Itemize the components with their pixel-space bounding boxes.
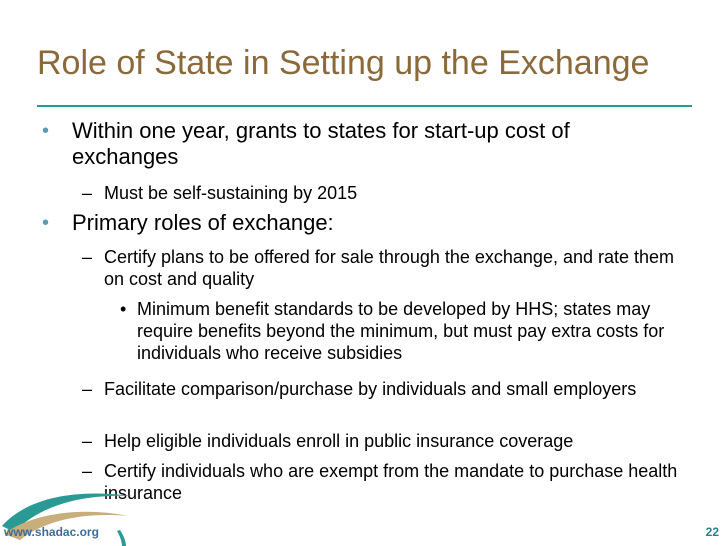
dash-icon: – [82,431,93,451]
title-divider [37,105,692,107]
footer-url[interactable]: www.shadac.org [4,525,99,539]
sub-sub-bullet-item [120,298,685,364]
sub-bullet-text: Certify individuals who are exempt from the mandate to purchase health insurance [104,461,678,503]
dash-icon: – [82,379,93,399]
sub-bullet-item [82,430,684,452]
slide-title: Role of State in Setting up the Exchange [37,44,650,82]
dash-icon: – [82,247,93,267]
sub-bullet-item [82,182,684,204]
sub-bullet-item [82,246,684,290]
bullet-icon: • [120,299,127,319]
sub-bullet-item [82,460,684,504]
bullet-icon: • [42,212,50,234]
bullet-icon: • [42,120,50,142]
bullet-item [42,210,672,236]
bullet-text: Primary roles of exchange: [72,210,334,235]
page-number: 22 [705,525,719,539]
sub-bullet-text: Help eligible individuals enroll in public insurance coverage [104,431,574,451]
dash-icon: – [82,461,93,481]
bullet-text: Within one year, grants to states for start-up cost of exchanges [72,118,570,169]
sub-bullet-text: Facilitate comparison/purchase by individuals and small employers [104,379,637,399]
sub-sub-bullet-text: Minimum benefit standards to be developed by HHS; states may require benefits beyond the minimum, but must pay extra costs for individuals who receive subsidies [137,299,665,363]
bullet-item [42,118,672,170]
sub-bullet-text: Must be self-sustaining by 2015 [104,183,358,203]
dash-icon: – [82,183,93,203]
sub-bullet-item [82,378,684,400]
sub-bullet-text: Certify plans to be offered for sale through the exchange, and rate them on cost and quality [104,247,675,289]
